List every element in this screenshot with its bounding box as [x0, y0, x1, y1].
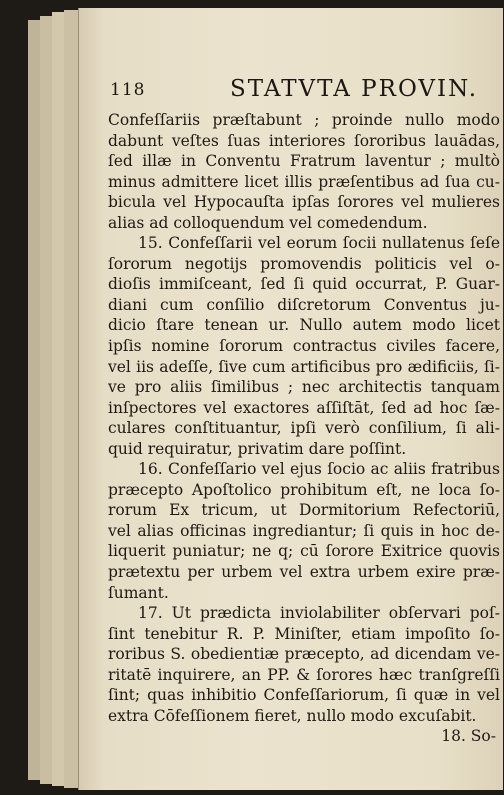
text-line: diani cum conſilio diſcretorum Conventus ju-	[108, 295, 500, 314]
text-line: quid requiratur, privatim dare poſſint.	[108, 439, 407, 458]
text-line: ve pro aliis ſimilibus ; nec architectis tanquam	[108, 378, 500, 397]
page-header	[110, 76, 502, 106]
text-line: 15. Confeſſarii vel eorum ſocii nullatenus ſeſe	[138, 234, 500, 253]
text-line: præcepto Apoſtolico prohibitum eſt, ne loca ſo-	[108, 480, 500, 499]
text-line: dabunt veſtes ſuas interiores ſororibus lauādas,	[108, 131, 500, 150]
text-line: alias ad colloquendum vel comedendum.	[108, 213, 428, 232]
text-line: ſed illæ in Conventu Fratrum laventur ; multò	[108, 152, 500, 171]
text-line: bicula vel Hypocauſta ipſas ſorores vel mulieres	[108, 193, 500, 212]
text-line: culares conſtituantur, ipſi verò conſilium, ſi ali-	[108, 419, 500, 438]
text-line: inſpectores vel exactores aſſiſtāt, ſed ad hoc ſæ-	[108, 398, 500, 417]
text-line: 16. Confeſſario vel ejus ſocio ac aliis fratribus	[138, 460, 500, 479]
text-line: ipſis nomine ſororum contractus civiles facere,	[108, 337, 500, 356]
text-line: minus admittere licet illis præſentibus ad ſua cu-	[108, 172, 500, 191]
folio-number: 118	[110, 80, 146, 100]
text-line: ſint; quas inhibitio Confeſſariorum, ſi quæ in vel	[108, 686, 500, 705]
text-line: extra Cōfeſſionem fieret, nullo modo excuſabit.	[108, 706, 477, 725]
text-line: liquerit puniatur; ne q; cū ſorore Exitrice quovis	[108, 542, 500, 561]
text-line: roribus S. obedientiæ præcepto, ad dicendam ve-	[108, 645, 500, 664]
text-line: ritatē inquirere, an PP. & ſorores hæc tranſgreſſi	[108, 665, 500, 684]
text-line: prætextu per urbem vel extra urbem exire præ-	[108, 563, 500, 582]
running-head: STATVTA PROVIN.	[230, 76, 479, 102]
text-line: vel alias officinas ingrediantur; ſi quis in hoc de-	[108, 521, 500, 540]
text-line: rorum Ex tricum, ut Dormitorium Refectoriū,	[108, 501, 500, 520]
text-line: ſumant.	[108, 583, 169, 602]
text-line: dioſis immiſceant, ſed ſi quid occurrat, P. Guar-	[108, 275, 500, 294]
text-line: dicio ſtare tenean ur. Nullo autem modo licet	[108, 316, 500, 335]
body-text	[108, 110, 500, 780]
text-line: vel iis adeſſe, ſive cum artificibus pro ædificiis, ſi-	[108, 357, 500, 376]
catchword: 18. So-	[441, 727, 496, 746]
text-line: 17. Ut prædicta inviolabiliter obſervari poſ-	[138, 604, 500, 623]
text-line: Confeſſariis præſtabunt ; proinde nullo modo	[108, 111, 500, 129]
text-line: ſororum negotijs promovendis politicis vel o-	[108, 254, 500, 273]
text-line: ſint tenebitur R. P. Miniſter, etiam impoſito ſo-	[108, 624, 500, 643]
